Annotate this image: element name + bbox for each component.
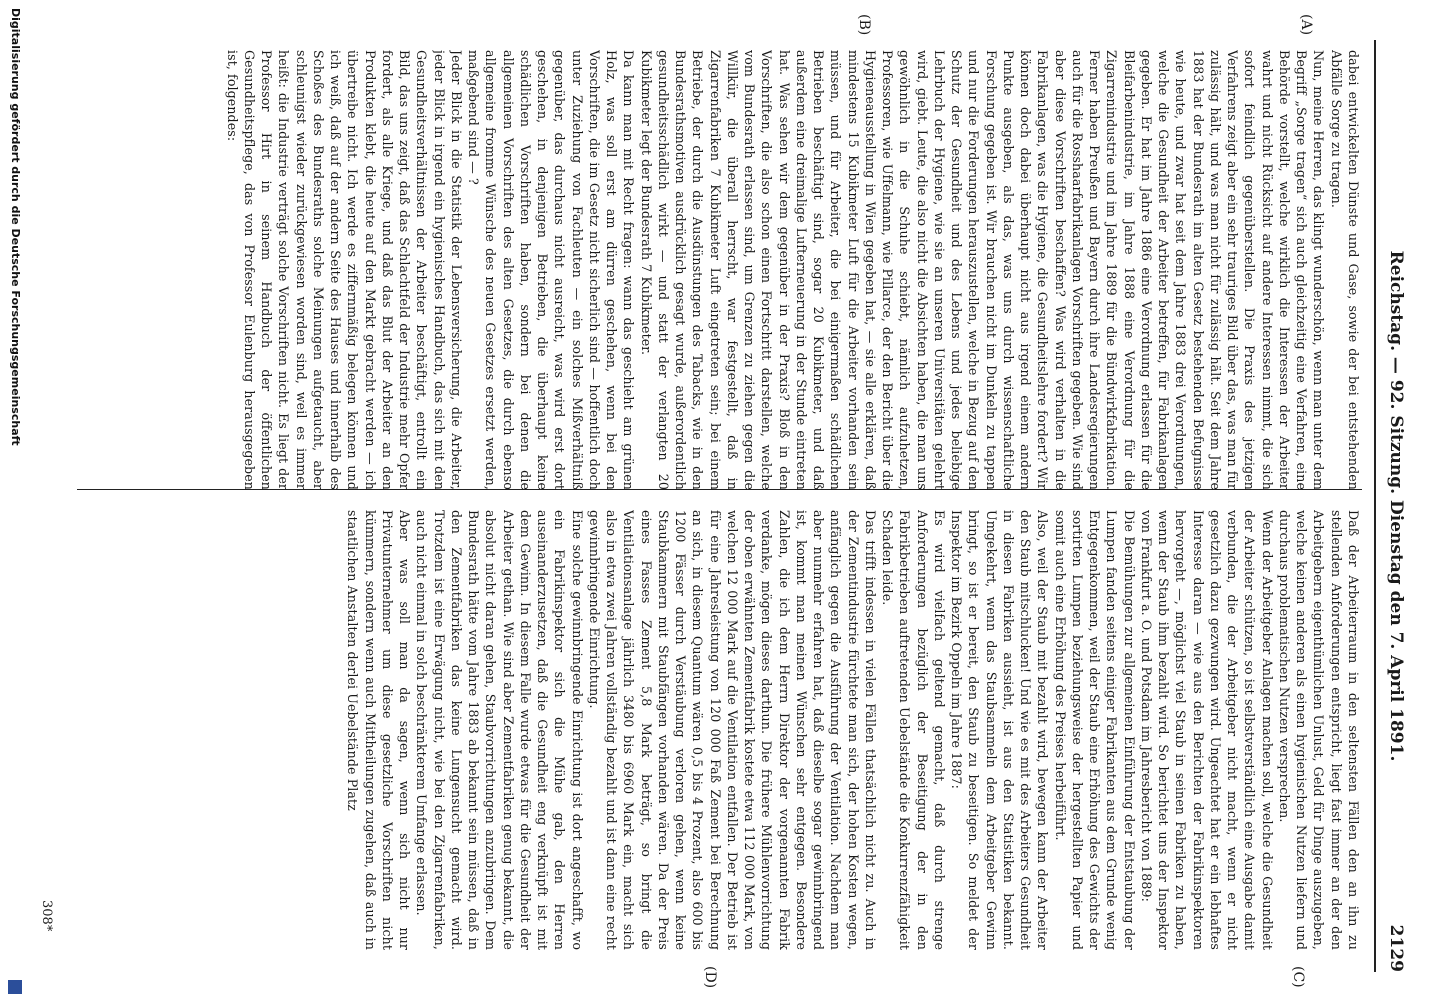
margin-mark-c: (C): [1290, 966, 1306, 988]
margin-mark-d: (D): [702, 966, 718, 989]
page-header: [1374, 40, 1414, 972]
left-column-text: dabei entwickelten Dünste und Gase, sowie der bei entstehenden Abfälle Sorge zu tragen. Nun, meine Herren, das klingt wunderschön, wenn man unter dem Begriff „Sorge tragen“ sich auch gleichzeitig eine Verfahren, eine Behörde vorstellt, welche wirklich die Interessen der Arbeiter wahrt und nicht Rücksicht auf andere Interessen nimmt, die sich sofort feindlich gegenüberstellen. Die Praxis des jetzigen Verfahrens zeigt aber ein sehr trauriges Bild über das, was man für zulässig hält, und was man nicht für zulässig hält. Seit dem Jahre 1883 hat der Bundesrath im alten Gesetz bestehenden Befugnisse wie heute, und zwar hat seit dem Jahre 1883 drei Verordnungen, welche die Gesundheit der Arbeiter betreffen, für Fabrikanlagen gegeben. Er hat im Jahre 1886 eine Verordnung erlassen für die Bleifarbenindustrie, im Jahre 1888 eine Verordnung für die Zigarrenindustrie und im Jahre 1889 für die Bündwirkfabrikation. Ferner haben Preußen und Bayern durch ihre Landesregierungen auch für die Rosshaarfabrikanlagen Vorschriften gegeben. Wie sind aber diese Vorschriften beschaffen? Was wird verhalten in die Fabrikanlagen, was die Hygiene, die Gesundheitslehre fordert? Wir können doch dabei überhaupt nicht aus irgend einem andern Punkte ausgeben, als das, was uns durch wissenschaftliche Forschung gegeben ist. Wir brauchen nicht im Dunkeln zu tappen und nur die Forderungen herauszustellen, welche in Bezug auf den Schutz der Gesundheit und des Lebens und jedes beliebige Lehrbuch der Hygiene, wie sie an unseren Universitäten gelehrt wird, giebt. Leute, die also nicht die Absichten haben, die man uns gewöhnlich in die Schuhe schiebt, nämlich aufzuhetzen, Professoren, wie Uffelmann, wie Pillarce, der den Bericht über die Hygieneausstellung in Wien gegeben hat, — sie alle erklären, daß mindestens 15 Kubikmeter Luft für die Arbeiter vorhanden sein müssen, und für Arbeiter, die bei einigermaßen schädlichen Betrieben beschäftigt sind, sogar 20 Kubikmeter, und daß außerdem eine dreimalige Lufterneuerung in der Stunde eintreten hat. Was sehen wir dem gegenüber in der Praxis? Bloß in den Vorschriften, die also schon einen Fortschritt darstellen, welche vom Bundesrath erlassen sind, um Grenzen zu ziehen gegen die Willkür, die überall herrscht, war festgestellt, daß in Zigarrenfabriken 7 Kubikmeter Luft eingetreten sein; bei einem Betriebe, der durch die Ausdünstungen des Tabacks, wie in den Bundesrathsmotiven ausdrücklich gesagt wurde, außerordentlich gesundheitsschädlich wirkt — und statt der verlangten 20 Kubikmeter legt der Bundesrath 7 Kubikmeter. Da kann man mit Recht fragen: wann das geschieht am grünen Holz, was soll erst am dürren geschehen, wenn bei den Vorschriften, die im Gesetz nicht sicherlich sind — hoffentlich doch unter Zuziehung von Fachleuten — ein solches Mißverhältniß gegenüber, das durchaus nicht ausreicht, was wird erst dort geschehen, in denjenigen Betrieben, die überhaupt keine schädlichen Vorschriften haben, sondern bei denen die allgemeinen Vorschriften des alten Gesetzes, die durch ebenso allgemeine fromme Wünsche des neuen Gesetzes ersetzt werden, maßgebend sind — ? Jeder Blick in die Statistik der Lebensversicherung, die Arbeiter, jeder Blick in irgend ein hygienisches Handbuch, das sich mit den Gesundheitsverhältnissen der Arbeiter beschäftigt, entrollt ein Bild, das uns zeigt, daß das Schlachtfeld der Industrie mehr Opfer fordert, als alle Kriege, und daß das Blut der Arbeiter an den Produkten klebt, die heute auf den Markt gebracht werden — ich übertreibe nicht. Ich werde es ziffernmäßig belegen können und ich weiß, daß auf der andern Seite des Hauses und innerhalb des Schoßes des Bundesraths solche Meinungen aufgetaucht, aber schleunigst wieder zurückgewiesen worden sind, weil es immer heißt: die Industrie verträgt solche Vorschriften nicht. Es liegt der Professor Hirt in seinem Handbuch der öffentlichen Gesundheitspflege, das von Professor Eulenburg herausgegeben ist, folgendes:: [224, 50, 1361, 490]
digitization-credit: Digitalisierung gefördert durch die Deutsche Forschungsgemeinschaft: [9, 8, 22, 446]
margin-mark-a: (A): [1298, 14, 1314, 36]
header-rule: [1374, 40, 1376, 972]
page-signature: 308*: [39, 900, 54, 932]
page-number: 2129: [1386, 924, 1406, 972]
margin-mark-b: (B): [856, 14, 872, 36]
header-title: Reichstag. — 92. Sitzung. Dienstag den 7. April 1891.: [1386, 250, 1406, 762]
right-column-text: Daß der Arbeiterraum in den seltensten Fällen den an ihn zu stellenden Anforderungen entspricht, liegt fast immer an der den Arbeitgebern eigenthümlichen Unlust, Geld für Dinge auszugeben, welche keinen anderen als einen hygienischen Nutzen liefern und durchaus problematischen Nutzen versprechen. Wenn der Arbeitgeber Anlagen machen soll, welche die Gesundheit der Arbeiter schützen, so ist selbstverständlich eine Ausgabe damit verbunden, die der Arbeitgeber nicht macht, wenn er nicht gesetzlich dazu gezwungen wird. Ungeachtet hat er ein lebhaftes Interesse daran — wie aus den Berichten der Fabrikinspektoren hervorgeht —, möglichst viel Staub in seinen Fabriken zu haben, wenn der Staub ihm bezahlt wird. So berichtet uns der Inspektor von Frankfurt a. O. und Potsdam im Jahresbericht von 1889: Die Bemühungen zur allgemeinen Einführung der Entstaubung der Lumpen fanden seitens einiger Fabrikanten aus dem Grunde wenig Entgegenkommen, weil der Staub eine Erhöhung des Gewichts der sortirten Lumpen beziehungsweise der hergestellten Papier und somit auch eine Erhöhung des Preises herbeiführt. Also, weil der Staub mit bezahlt wird, bewegen kann der Arbeiter den Staub mitschlucken! Und wie es mit des Arbeiters Gesundheit in diesen Fabriken aussieht, ist aus den Statistiken bekannt. Umgekehrt, wenn das Staubsammeln dem Arbeitgeber Gewinn bringt, so ist er bereit, den Staub zu beseitigen. So meldet der Inspektor im Bezirk Oppeln im Jahre 1887: Es wird vielfach geltend gemacht, daß durch strenge Anforderungen bezüglich der Beseitigung der in den Fabrikbetrieben auftretenden Uebelstände die Konkurrenzfähigkeit Schaden leide. Das trifft indessen in vielen Fällen thatsächlich nicht zu. Auch in der Zementindustrie fürchtete man sich, der hohen Kosten wegen, anfänglich gegen die Ausführung der Ventilation. Nachdem man aber nunmehr erfahren hat, daß dieselbe sogar gewinnbringend ist, kommt man meinen Wünschen sehr entgegen. Besondere Zahlen, die ich dem Herrn Direktor der vorgenannten Fabrik verdanke, mögen dieses darthun. Die frühere Mühlenvorrichtung der oben erwähnten Zementfabrik kostete etwa 112 000 Mark, von welchen 12 000 Mark auf die Ventilation entfallen. Der Betrieb ist für eine Jahresleistung von 120 000 Faß Zement bei Berechnung an sich, in diesem Quantum wären 0,5 bis 4 Prozent, also 600 bis 1200 Fässer durch Verstäubung verloren gehen, wenn keine Staubkammern mit Staubfängen vorhanden wären. Da der Preis eines Fasses Zement 5,8 Mark beträgt, so bringt die Ventilationsanlage jährlich 3480 bis 6960 Mark ein, macht sich also in etwa zwei Jahren vollständig bezahlt und ist dann eine recht gewinnbringende Einrichtung. Eine solche gewinnbringende Einrichtung ist dort angeschafft, wo ein Fabrikinspektor sich die Mühe gab, den Herren auseinanderzusetzen, daß die Gesundheit eng verknüpft ist mit dem Gewinn. In diesem Falle wurde etwas für die Gesundheit der Arbeiter gethan. Wie sind aber Zementfabriken genug bekannt, die absolut nicht daran gehen, Staubvorrichtungen anzubringen. Dem Bundesrath hätte vom Jahre 1883 ab bekannt sein müssen, daß in den Zementfabriken das keine Lungensucht gemacht wird. Trotzdem ist eine Erwägung nicht, wie bei den Zigarrenfabriken, auch nicht einmal in solch beschränkterem Umfange erlassen. Aber was soll man da sagen, wenn sich nicht nur Privatunternehmer um diese gesetzliche Vorschriften nicht kümmern, sondern wenn auch Mittheilungen zugehen, daß auch in staatlichen Anstalten derlei Uebelstände Platz: [345, 510, 1361, 950]
column-divider: [77, 489, 1362, 490]
dfg-logo: [8, 980, 22, 994]
